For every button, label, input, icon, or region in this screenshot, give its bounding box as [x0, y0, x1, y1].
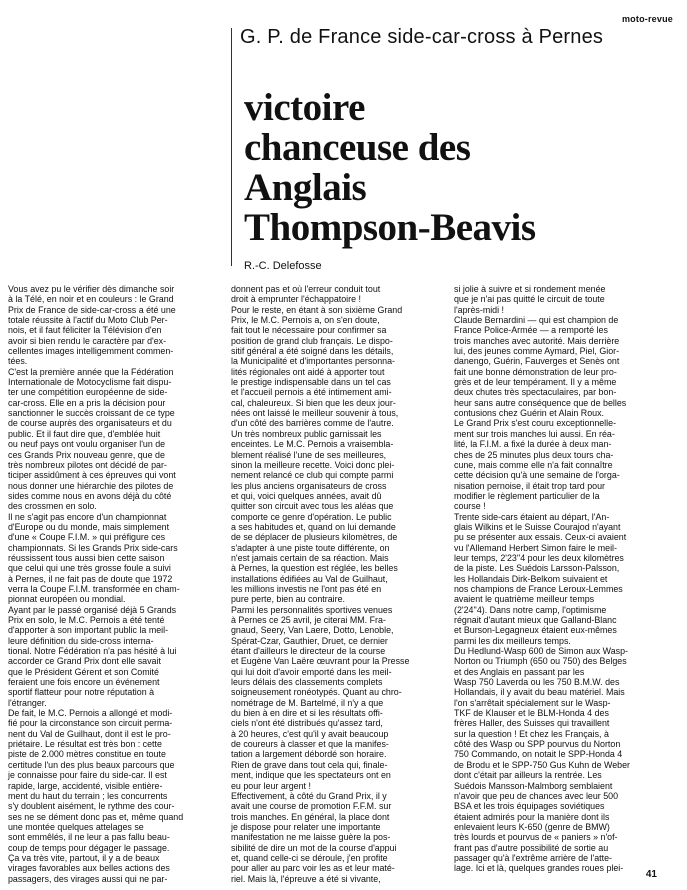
article-column — [454, 284, 668, 872]
headline — [244, 88, 564, 248]
article-column — [231, 284, 445, 884]
headline-line: Anglais — [244, 166, 367, 209]
title-divider-rule — [231, 28, 232, 266]
column-text: donnent pas et où l'erreur conduit tout droit à emprunter l'échappatoire ! Pour le reste, en étant à son sixième Grand Prix, le M.C. Pernois a, on s'en doute, fait tout le nécessaire pour confirmer sa position de grand club français. Le dispo- sitif général a été soigné dans les détails, la Municipalité et d'importantes personna- lités régionales ont aidé à apporter tout le prestige indispensable dans un tel cas et l'accueil pernois a été intimement ami- cal, chaleureux. Si bien que les deux jour- nées ont laissé le meilleur souvenir à tous, d'un côté des barrières comme de l'autre. Un très nombreux public garnissait les enceintes. Le M.C. Pernois a vraisembla- blement réalisé l'une de ses meilleures, sinon la meilleure recette. Voici donc plei- nement relancé ce club qui compte parmi les plus anciens organisateurs de cross et qui, voici quelques années, avait dû quitter son circuit avec tous les aléas que comporte ce genre d'opération. Le public a ses habitudes et, quand on lui demande de se déplacer de plusieurs kilomètres, de s'adapter à une piste toute différente, on n'est jamais certain de sa réaction. Mais à Pernes, la question est réglée, les belles installations édifiées au Val de Guilhaut, les millions investis ne l'ont pas été en pure perte, bien au contraire. Parmi les personnalités sportives venues à Pernes ce 25 avril, je citerai MM. Fra- gnaud, Seery, Van Laere, Dotto, Lenoble, Spérat-Czar, Gauthier, Druet, ce dernier étant d'ailleurs le directeur de la course et Eugène Van Laëre œuvrant pour la Presse qui lui doit d'avoir emporté dans les meil- leurs délais des classements complets soigneusement ronéotypés. Quant au chro- nométrage de M. Bartelmé, il n'y a que du bien à en dire et si les résultats offi- ciels n'ont été distribués qu'assez tard, à 20 heures, c'est qu'il y avait beaucoup de coureurs à classer et que la manifes- tation a largement débordé son horaire. Rien de grave dans tout cela qui, finale- ment, indique que les spectateurs ont en eu pour leur argent ! Effectivement, à côté du Grand Prix, il y avait une course de promotion F.F.M. sur trois manches. En général, la place dont je dispose pour relater une importante manifestation ne me laisse guère la pos- sibilité de dire un mot de la course d'appui et, quand celle-ci se déroule, j'en profite pour aller au parc voir les as et leur maté- riel. Mais là, l'épreuve a été si vivante, — [231, 284, 410, 884]
article-column — [8, 284, 222, 884]
headline-line: Thompson-Beavis — [244, 206, 536, 249]
headline-line: chanceuse des — [244, 126, 471, 169]
headline-line: victoire — [244, 86, 365, 129]
column-text: si jolie à suivre et si rondement menée que je n'ai pas quitté le circuit de toute l'après-midi ! Claude Bernardini — qui est champion de France Police-Armée — a remporté les trois manches avec autorité. Mais derrière lui, des jeunes comme Aymard, Piel, Gior- danengo, Guérin, Fauverges et Senès ont fait une bonne démonstration de leur pro- grès et de leur tempérament. Il y a même deux chutes très spectaculaires, par bon- heur sans autre conséquence que de belles contusions chez Guérin et Alain Roux. Le Grand Prix s'est couru exceptionnelle- ment sur trois manches lui aussi. En réa- lité, la F.I.M. a fixé la durée à deux man- ches de 25 minutes plus deux tours cha- cune, mais comme elle n'a fait connaître cette décision qu'à une semaine de l'orga- nisation pernoise, il était trop tard pour modifier le règlement particulier de la course ! Trente side-cars étaient au départ, l'An- glais Wilkins et le Suisse Courajod n'ayant pu se présenter aux essais. Ceux-ci avaient vu l'Allemand Herbert Simon faire le meil- leur temps, 2'23''4 pour les deux kilomètres de la piste. Les Suédois Larsson-Palsson, les Hollandais Dirk-Belkom suivaient et nos champions de France Leroux-Lemmes avaient le quatrième meilleur temps (2'24''4). Dans notre camp, l'optimisme régnait d'autant mieux que Galland-Blanc et Burson-Legagneux étaient eux-mêmes parmi les dix meilleurs temps. Du Hedlund-Wasp 600 de Simon aux Wasp- Norton ou Triumph (650 ou 750) des Belges et des Anglais en passant par les Wasp 750 Laverda ou les 750 B.M.W. des Hollandais, il y avait du beau matériel. Mais l'on s'arrêtait spécialement sur le Wasp- TKF de Klauser et le BLM-Honda 4 des frères Haller, des Suisses qui travaillent sur la question ! Et chez les Français, à côté des Wasp ou SPP pourvus du Norton 750 Commando, on notait le SPP-Honda 4 de Brodu et le SPP-750 Gus Kuhn de Weber dont c'était par ailleurs la rentrée. Les Suédois Mansson-Malmborg semblaient n'avoir que peu de chances avec leur 500 BSA et les trois équipages soviétiques étaient admirés pour la manière dont ils enlevaient leurs K-650 (genre de BMW) très lourds et pourvus de « paniers » n'of- frant pas d'autre possibilité de sortie au passager qu'à l'extrême arrière de l'atte- lage. Ici et là, quelques grandes roues plei- — [454, 284, 630, 874]
magazine-section-tag: moto-revue — [621, 14, 673, 24]
byline: R.-C. Delefosse — [244, 260, 322, 272]
column-text: Vous avez pu le vérifier dès dimanche soir à la Télé, en noir et en couleurs : le Grand Prix de France de side-car-cross a été une totale réussite à l'actif du Moto Club Per- nois, et il faut féliciter la Télévision d'en avoir si bien rendu le caractère par d'ex- cellentes images intelligemment commen- tées. C'est la première année que la Fédération Internationale de Motocyclisme fait dispu- ter une compétition européenne de side- car-cross. Elle en a pris la décision pour sanctionner le succès croissant de ce type de course auprès des organisateurs et du public. Et il faut dire que, d'emblée huit ou neuf pays ont voulu organiser l'un de ces Grands Prix nouveau genre, que de très nombreux pilotes ont décidé de par- ticiper assidûment à ces épreuves qui vont nous donner une hiérarchie des pilotes de sides comme nous en avons déjà du côté des crossmen en solo. Il ne s'agit pas encore d'un championnat d'Europe ou du monde, mais simplement d'une « Coupe F.I.M. » qui préfigure ces championnats. Si les Grands Prix side-cars réussissent tous aussi bien cette saison que celui qui une très grosse foule a suivi à Pernes, il ne fait pas de doute que 1972 verra la Coupe F.I.M. transformée en cham- pionnat européen ou mondial. Ayant par le passé organisé déjà 5 Grands Prix en solo, le M.C. Pernois a été tenté d'apporter à son important public la meil- leure définition du side-cross interna- tional. Notre Fédération n'a pas hésité à lui accorder ce Grand Prix dont elle savait que le Président Gérent et son Comité feraient une fois encore un événement sportif flatteur pour notre réputation à l'étranger. De fait, le M.C. Pernois a allongé et modi- fié pour la circonstance son circuit perma- nent du Val de Guilhaut, dont il est le pro- priétaire. Le résultat est très bon : cette piste de 2.000 mètres constitue en toute certitude l'un des plus beaux parcours que je connaisse pour faire du side-car. Il est rapide, large, accidenté, visible entière- ment du haut du terrain ; les concurrents s'y doublent aisément, le rythme des cour- ses ne se dément donc pas et, même quand une montée quelques attelages se sont emmêlés, il ne leur a pas fallu beau- coup de temps pour dégager le passage. Ça va très vite, partout, il y a de beaux virages favorables aux belles actions des passagers, des virages aussi qui ne par- — [8, 284, 184, 884]
event-title: G. P. de France side-car-cross à Pernes — [240, 26, 604, 48]
page-number: 41 — [645, 869, 657, 880]
